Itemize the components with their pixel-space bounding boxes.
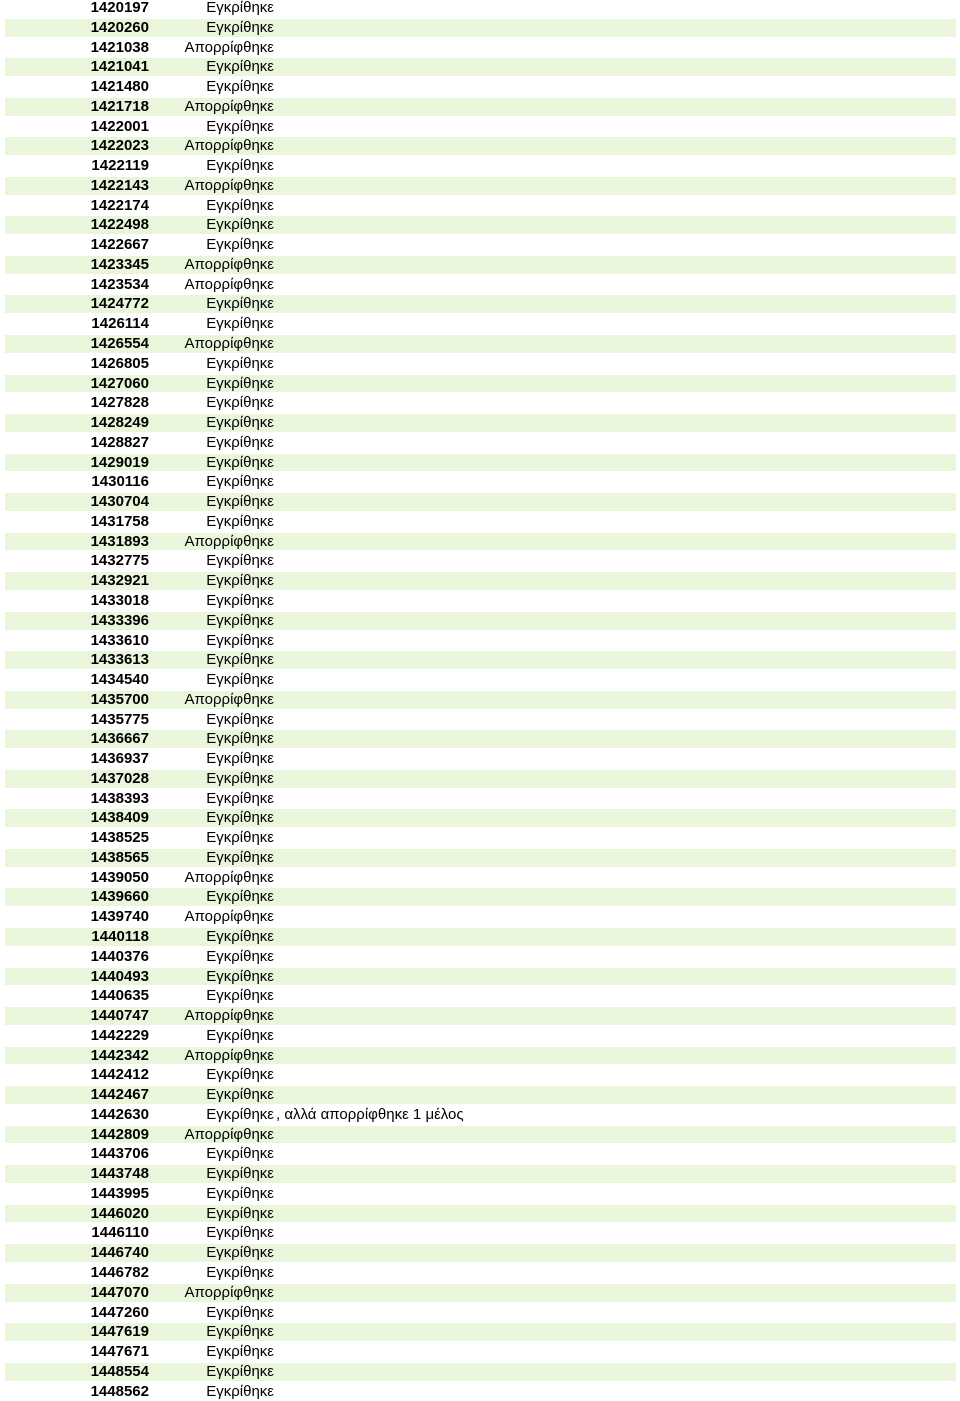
application-status: Εγκρίθηκε — [206, 453, 274, 471]
application-id: 1422001 — [90, 117, 149, 135]
application-id: 1430116 — [91, 473, 149, 491]
table-row — [0, 611, 960, 631]
application-id: 1448554 — [90, 1362, 149, 1380]
application-id: 1422143 — [90, 176, 149, 194]
application-status: Απορρίφθηκε — [184, 275, 274, 293]
table-row — [0, 0, 960, 18]
table-row — [0, 1184, 960, 1204]
application-id: 1431758 — [90, 512, 149, 530]
application-id: 1442412 — [90, 1066, 149, 1084]
application-id: 1423345 — [90, 255, 149, 273]
table-row — [0, 729, 960, 749]
application-status: Εγκρίθηκε — [206, 1204, 274, 1222]
application-id: 1426554 — [90, 335, 149, 353]
application-id: 1426805 — [90, 354, 149, 372]
application-status: Εγκρίθηκε — [206, 1303, 274, 1321]
table-row — [0, 117, 960, 137]
application-status: Εγκρίθηκε — [206, 1086, 274, 1104]
table-row — [0, 571, 960, 591]
application-status: Εγκρίθηκε — [206, 1264, 274, 1281]
table-row — [0, 1322, 960, 1342]
application-status: Απορρίφθηκε — [184, 532, 274, 550]
application-status: Εγκρίθηκε — [206, 611, 274, 629]
application-id: 1440493 — [90, 967, 149, 985]
application-status: Εγκρίθηκε — [206, 947, 274, 965]
application-status: Εγκρίθηκε — [206, 631, 274, 649]
application-id: 1439660 — [90, 888, 149, 906]
application-status: Εγκρίθηκε — [206, 829, 274, 847]
table-row — [0, 235, 960, 255]
table-row — [0, 1164, 960, 1184]
application-status: Εγκρίθηκε — [206, 196, 274, 214]
table-row — [0, 77, 960, 97]
application-status: Εγκρίθηκε — [206, 651, 274, 669]
application-status: Απορρίφθηκε — [184, 1007, 274, 1025]
application-status: Εγκρίθηκε — [206, 730, 274, 748]
application-id: 1438565 — [90, 848, 149, 866]
application-status: Εγκρίθηκε — [206, 1066, 274, 1084]
application-id: 1432775 — [90, 552, 149, 570]
application-status: Εγκρίθηκε — [206, 1145, 274, 1163]
application-status: Εγκρίθηκε — [206, 315, 274, 333]
application-id: 1433018 — [90, 591, 149, 609]
application-status: Απορρίφθηκε — [184, 1283, 274, 1301]
table-row — [0, 97, 960, 117]
application-status: Εγκρίθηκε — [206, 236, 274, 254]
application-id: 1442809 — [90, 1125, 149, 1143]
table-row — [0, 453, 960, 473]
table-row — [0, 1342, 960, 1362]
application-id: 1422119 — [91, 157, 149, 175]
application-id: 1435775 — [90, 710, 149, 728]
application-status: Εγκρίθηκε — [206, 591, 274, 609]
application-id: 1427060 — [90, 374, 149, 392]
application-id: 1421480 — [90, 78, 149, 96]
application-status: Εγκρίθηκε — [206, 117, 274, 135]
application-status: Εγκρίθηκε — [206, 414, 274, 432]
table-row — [0, 1065, 960, 1085]
application-id: 1428827 — [90, 433, 149, 451]
application-id: 1439740 — [90, 908, 149, 926]
table-row — [0, 1243, 960, 1263]
application-id: 1439050 — [90, 868, 149, 886]
table-row — [0, 1283, 960, 1303]
table-row — [0, 314, 960, 334]
table-row — [0, 512, 960, 532]
application-status: Εγκρίθηκε — [206, 888, 274, 906]
application-id: 1436937 — [90, 750, 149, 768]
application-status: Εγκρίθηκε — [206, 1165, 274, 1183]
application-id: 1448562 — [90, 1382, 149, 1400]
application-status: Εγκρίθηκε — [206, 967, 274, 985]
table-row — [0, 1125, 960, 1145]
application-status: Εγκρίθηκε — [206, 769, 274, 787]
table-row — [0, 275, 960, 295]
application-id: 1443995 — [90, 1184, 149, 1202]
application-status: Εγκρίθηκε — [206, 512, 274, 530]
application-status: Εγκρίθηκε — [206, 1343, 274, 1361]
application-status: Απορρίφθηκε — [184, 908, 274, 926]
table-row — [0, 808, 960, 828]
application-id: 1440747 — [90, 1007, 149, 1025]
table-row — [0, 769, 960, 789]
table-row — [0, 631, 960, 651]
table-row — [0, 947, 960, 967]
status-note: , αλλά απορρίφθηκε 1 μέλος — [276, 1105, 464, 1123]
application-id: 1433610 — [90, 631, 149, 649]
application-id: 1437028 — [90, 769, 149, 787]
application-status: Εγκρίθηκε — [206, 493, 274, 511]
application-status: Εγκρίθηκε — [206, 789, 274, 807]
application-id: 1438525 — [90, 829, 149, 847]
table-row — [0, 789, 960, 809]
application-status: Απορρίφθηκε — [184, 1046, 274, 1064]
application-status: Εγκρίθηκε — [206, 374, 274, 392]
table-row — [0, 591, 960, 611]
table-row — [0, 413, 960, 433]
table-row — [0, 1382, 960, 1401]
application-id: 1423534 — [90, 275, 149, 293]
application-status: Εγκρίθηκε — [206, 1244, 274, 1262]
application-status: Εγκρίθηκε — [206, 0, 274, 16]
table-row — [0, 1223, 960, 1243]
application-status: Εγκρίθηκε — [206, 1362, 274, 1380]
application-status: Εγκρίθηκε — [206, 1323, 274, 1341]
application-id: 1421718 — [90, 97, 149, 115]
application-id: 1447070 — [90, 1283, 149, 1301]
application-status: Εγκρίθηκε — [206, 1105, 274, 1123]
table-row — [0, 433, 960, 453]
table-row — [0, 1362, 960, 1382]
application-id: 1428249 — [90, 414, 149, 432]
table-row — [0, 749, 960, 769]
table-row — [0, 710, 960, 730]
table-row — [0, 393, 960, 413]
table-row — [0, 1006, 960, 1026]
table-row — [0, 927, 960, 947]
table-row — [0, 1085, 960, 1105]
application-id: 1443706 — [90, 1145, 149, 1163]
application-id: 1433613 — [90, 651, 149, 669]
application-id: 1443748 — [90, 1165, 149, 1183]
table-row — [0, 670, 960, 690]
table-row — [0, 176, 960, 196]
application-status: Εγκρίθηκε — [206, 58, 274, 76]
table-row — [0, 690, 960, 710]
application-status: Εγκρίθηκε — [206, 927, 274, 945]
table-row — [0, 1046, 960, 1066]
application-id: 1434540 — [90, 671, 149, 689]
application-id: 1440376 — [90, 947, 149, 965]
application-status: Εγκρίθηκε — [206, 1184, 274, 1202]
application-status: Απορρίφθηκε — [184, 335, 274, 353]
table-row — [0, 887, 960, 907]
application-id: 1446020 — [90, 1204, 149, 1222]
table-row — [0, 1263, 960, 1283]
application-id: 1422667 — [90, 236, 149, 254]
application-id: 1426114 — [91, 315, 149, 333]
application-id: 1435700 — [90, 690, 149, 708]
application-status: Εγκρίθηκε — [206, 295, 274, 313]
application-id: 1432921 — [90, 572, 149, 590]
table-row — [0, 1303, 960, 1323]
table-row — [0, 907, 960, 927]
application-id: 1436667 — [90, 730, 149, 748]
application-id: 1421041 — [90, 58, 149, 76]
application-status: Εγκρίθηκε — [206, 78, 274, 96]
application-id: 1422498 — [90, 216, 149, 234]
application-id: 1427828 — [90, 394, 149, 412]
table-row — [0, 1105, 960, 1125]
application-id: 1433396 — [90, 611, 149, 629]
application-status: Απορρίφθηκε — [184, 1125, 274, 1143]
table-row — [0, 1144, 960, 1164]
application-status: Εγκρίθηκε — [206, 572, 274, 590]
application-status: Εγκρίθηκε — [206, 552, 274, 570]
application-id: 1422174 — [90, 196, 149, 214]
table-row — [0, 828, 960, 848]
application-id: 1422023 — [90, 137, 149, 155]
application-status: Εγκρίθηκε — [206, 1224, 274, 1242]
application-status: Εγκρίθηκε — [206, 987, 274, 1005]
table-row — [0, 650, 960, 670]
application-id: 1440635 — [90, 987, 149, 1005]
table-row — [0, 848, 960, 868]
application-id: 1420260 — [90, 18, 149, 36]
application-id: 1438409 — [90, 809, 149, 827]
application-status: Απορρίφθηκε — [184, 97, 274, 115]
table-row — [0, 334, 960, 354]
application-id: 1447260 — [90, 1303, 149, 1321]
application-status: Εγκρίθηκε — [206, 750, 274, 768]
application-id: 1442467 — [90, 1086, 149, 1104]
table-row — [0, 472, 960, 492]
application-status: Απορρίφθηκε — [184, 690, 274, 708]
table-row — [0, 1204, 960, 1224]
application-id: 1442630 — [90, 1105, 149, 1123]
application-id: 1430704 — [90, 493, 149, 511]
application-status: Εγκρίθηκε — [206, 671, 274, 689]
application-status: Απορρίφθηκε — [184, 176, 274, 194]
application-id: 1447619 — [90, 1323, 149, 1341]
table-row — [0, 354, 960, 374]
table-row — [0, 57, 960, 77]
application-id: 1431893 — [90, 532, 149, 550]
application-status: Εγκρίθηκε — [206, 433, 274, 451]
application-status: Απορρίφθηκε — [184, 868, 274, 886]
table-row — [0, 967, 960, 987]
application-status: Απορρίφθηκε — [184, 255, 274, 273]
application-id: 1442229 — [90, 1026, 149, 1044]
application-status: Εγκρίθηκε — [206, 1382, 274, 1400]
application-status: Απορρίφθηκε — [184, 38, 274, 56]
table-row — [0, 868, 960, 888]
table-row — [0, 18, 960, 38]
application-id: 1446740 — [90, 1244, 149, 1262]
table-row — [0, 215, 960, 235]
application-status: Εγκρίθηκε — [206, 710, 274, 728]
table-row — [0, 532, 960, 552]
application-status: Εγκρίθηκε — [206, 157, 274, 175]
application-status: Εγκρίθηκε — [206, 1026, 274, 1044]
application-id: 1438393 — [90, 789, 149, 807]
table-row — [0, 136, 960, 156]
table-row — [0, 492, 960, 512]
application-status: Εγκρίθηκε — [206, 394, 274, 412]
table-row — [0, 38, 960, 58]
application-id: 1447671 — [90, 1343, 149, 1361]
table-row — [0, 156, 960, 176]
application-id: 1440118 — [91, 927, 149, 945]
table-row — [0, 986, 960, 1006]
application-id: 1429019 — [90, 453, 149, 471]
table-row — [0, 374, 960, 394]
application-status: Εγκρίθηκε — [206, 473, 274, 491]
application-id: 1420197 — [90, 0, 149, 16]
application-status: Εγκρίθηκε — [206, 809, 274, 827]
application-id: 1446110 — [91, 1224, 149, 1242]
table-row — [0, 196, 960, 216]
table-row — [0, 294, 960, 314]
application-id: 1424772 — [90, 295, 149, 313]
application-id: 1446782 — [90, 1264, 149, 1281]
application-status: Εγκρίθηκε — [206, 18, 274, 36]
application-status: Εγκρίθηκε — [206, 216, 274, 234]
application-status: Εγκρίθηκε — [206, 354, 274, 372]
application-status: Απορρίφθηκε — [184, 137, 274, 155]
table-row — [0, 1026, 960, 1046]
application-status: Εγκρίθηκε — [206, 848, 274, 866]
application-id: 1442342 — [90, 1046, 149, 1064]
table-row — [0, 551, 960, 571]
table-row — [0, 255, 960, 275]
application-id: 1421038 — [90, 38, 149, 56]
